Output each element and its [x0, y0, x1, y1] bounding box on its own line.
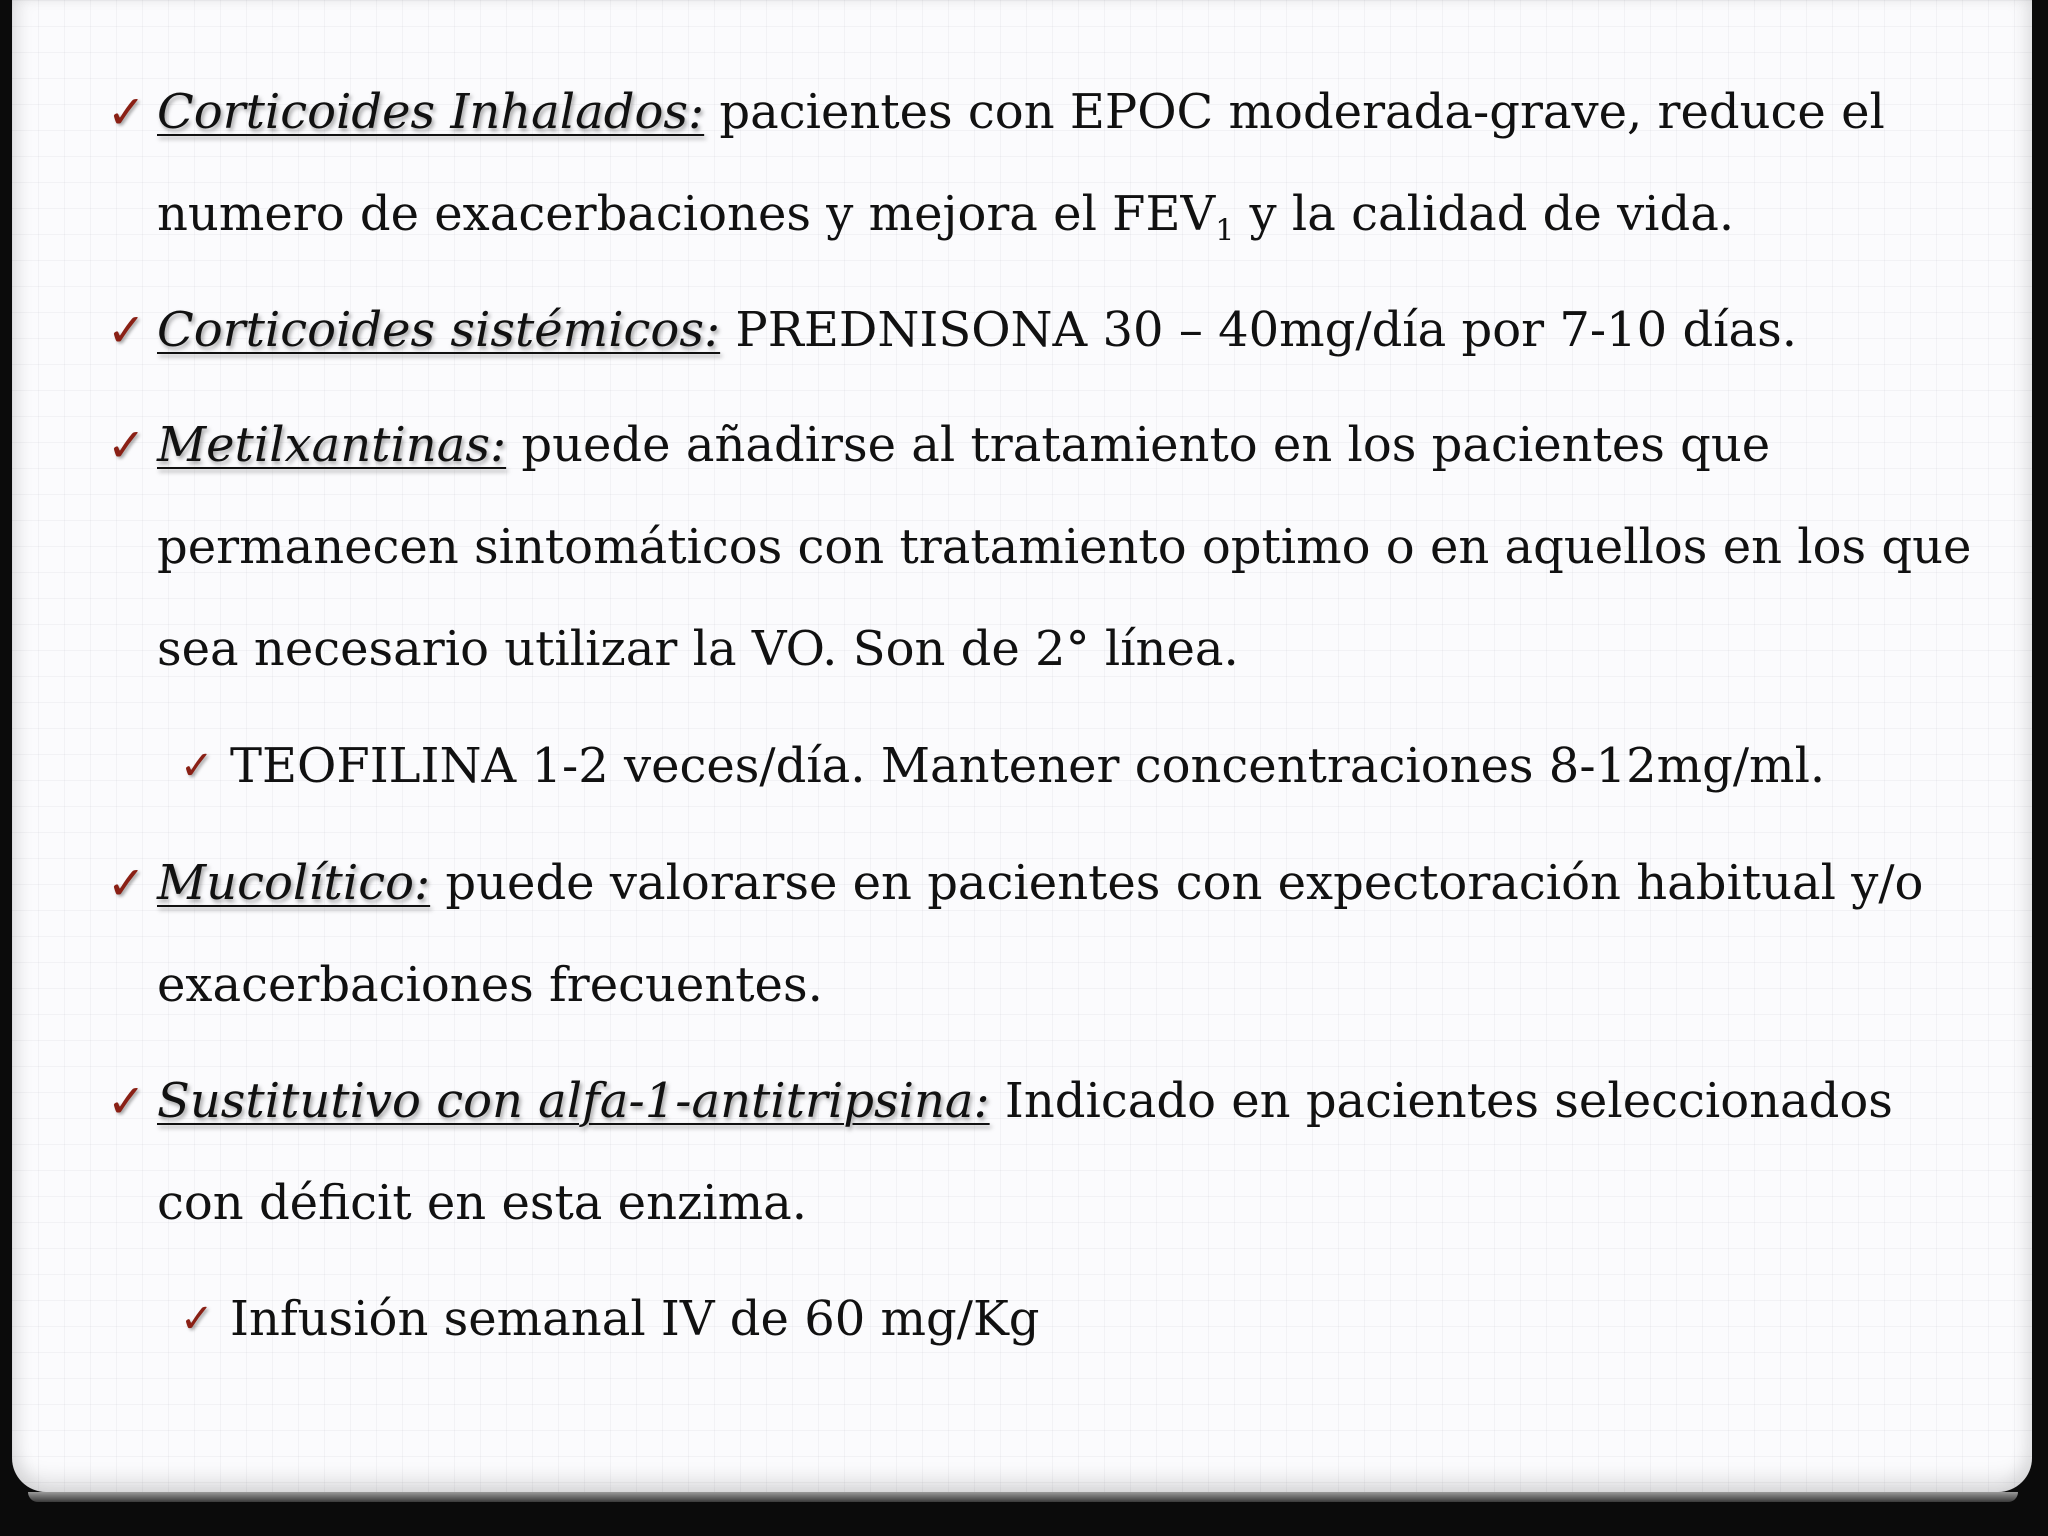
checkmark-icon: ✓ — [107, 1074, 146, 1128]
checkmark-icon: ✓ — [107, 303, 146, 357]
bullet-item-alfa-1-antitripsina — [107, 1050, 1987, 1254]
bullet-term: Mucolítico: — [157, 855, 431, 911]
bullet-term: Sustitutivo con alfa-1-antitripsina: — [157, 1073, 990, 1129]
bullet-item-corticoides-sistemicos — [107, 279, 1987, 381]
bullet-term: Corticoides Inhalados: — [157, 84, 705, 140]
slide — [12, 0, 2032, 1492]
bullet-item-metilxantinas — [107, 394, 1987, 700]
sub-bullet-text: TEOFILINA 1-2 veces/día. Mantener concentraciones 8-12mg/ml. — [230, 738, 1826, 794]
bullet-term: Corticoides sistémicos: — [157, 302, 721, 358]
fev-subscript: 1 — [1215, 213, 1235, 249]
sub-bullet-item-infusion — [180, 1268, 1990, 1370]
checkmark-icon: ✓ — [180, 743, 214, 789]
bullet-text: puede valorarse en pacientes con expectoración habitual y/o exacerbaciones frecuentes. — [157, 855, 1924, 1013]
bullet-item-mucolitico — [107, 832, 1987, 1036]
bullet-text: puede añadirse al tratamiento en los pacientes que permanecen sintomáticos con tratamiento optimo o en aquellos en los que sea necesario utilizar la VO. Son de 2° línea. — [157, 417, 1972, 677]
bullet-text: Indicado en pacientes seleccionados con déficit en esta enzima. — [157, 1073, 1893, 1231]
sub-bullet-text: Infusión semanal IV de 60 mg/Kg — [230, 1291, 1040, 1347]
checkmark-icon: ✓ — [180, 1296, 214, 1342]
checkmark-icon: ✓ — [107, 85, 146, 139]
bullet-text: pacientes con EPOC moderada-grave, reduce el numero de exacerbaciones y mejora el FEV — [157, 84, 1885, 242]
slide-bottom-edge — [28, 1492, 2018, 1502]
slide-content — [12, 0, 2032, 1492]
bullet-text: PREDNISONA 30 – 40mg/día por 7-10 días. — [720, 302, 1798, 358]
bullet-term: Metilxantinas: — [157, 417, 507, 473]
checkmark-icon: ✓ — [107, 856, 146, 910]
sub-bullet-item-teofilina — [180, 715, 1990, 817]
checkmark-icon: ✓ — [107, 418, 146, 472]
bullet-item-corticoides-inhalados — [107, 61, 1987, 265]
bullet-text-continued: y la calidad de vida. — [1234, 186, 1735, 242]
